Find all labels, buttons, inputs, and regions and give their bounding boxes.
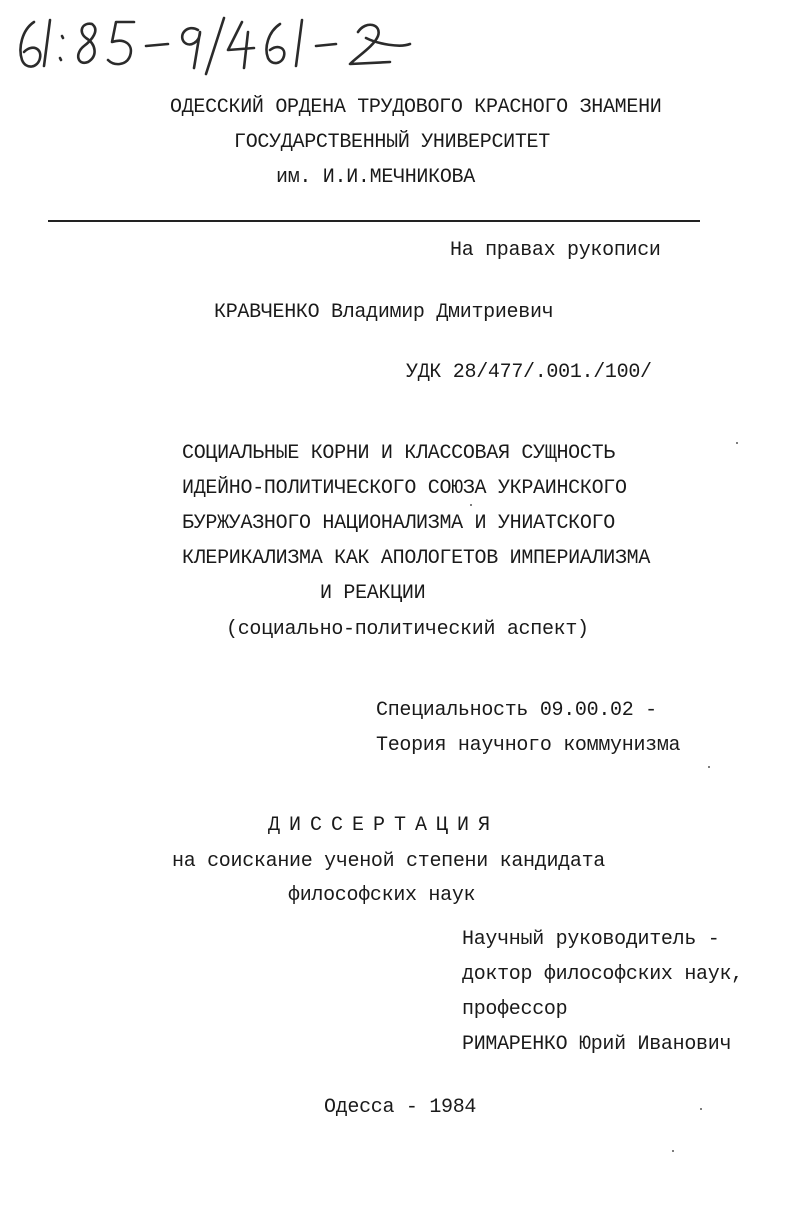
dissertation-heading: ДИССЕРТАЦИЯ: [268, 814, 500, 837]
supervisor-name: РИМАРЕНКО Юрий Иванович: [462, 1033, 732, 1056]
scan-speck: [736, 442, 738, 444]
header-divider: [48, 220, 700, 222]
scan-speck: [672, 1150, 674, 1152]
title-line-3: БУРЖУАЗНОГО НАЦИОНАЛИЗМА И УНИАТСКОГО: [182, 512, 615, 535]
scan-speck: [700, 1108, 702, 1110]
title-line-5: И РЕАКЦИИ: [320, 582, 426, 605]
title-line-4: КЛЕРИКАЛИЗМА КАК АПОЛОГЕТОВ ИМПЕРИАЛИЗМА: [182, 547, 651, 570]
specialty-name: Теория научного коммунизма: [376, 734, 681, 757]
specialty-code: Специальность 09.00.02 -: [376, 699, 657, 722]
university-name-line-3: им. И.И.МЕЧНИКОВА: [276, 166, 475, 189]
udc-code: УДК 28/477/.001./100/: [406, 361, 652, 384]
scan-speck: [470, 504, 472, 506]
title-subtitle: (социально-политический аспект): [226, 618, 589, 641]
supervisor-line-3: профессор: [462, 998, 568, 1021]
title-line-1: СОЦИАЛЬНЫЕ КОРНИ И КЛАССОВАЯ СУЩНОСТЬ: [182, 442, 615, 465]
scan-speck: [708, 766, 710, 768]
place-and-year: Одесса - 1984: [324, 1096, 477, 1119]
title-line-2: ИДЕЙНО-ПОЛИТИЧЕСКОГО СОЮЗА УКРАИНСКОГО: [182, 477, 627, 500]
handwritten-archive-mark: [12, 8, 412, 78]
manuscript-note: На правах рукописи: [450, 239, 661, 262]
degree-line-1: на соискание ученой степени кандидата: [172, 850, 605, 873]
author-name: КРАВЧЕНКО Владимир Дмитриевич: [214, 301, 554, 324]
degree-line-2: философских наук: [288, 884, 476, 907]
university-name-line-1: ОДЕССКИЙ ОРДЕНА ТРУДОВОГО КРАСНОГО ЗНАМЕНИ: [170, 96, 662, 119]
supervisor-line-1: Научный руководитель -: [462, 928, 720, 951]
university-name-line-2: ГОСУДАРСТВЕННЫЙ УНИВЕРСИТЕТ: [234, 131, 550, 154]
supervisor-line-2: доктор философских наук,: [462, 963, 743, 986]
